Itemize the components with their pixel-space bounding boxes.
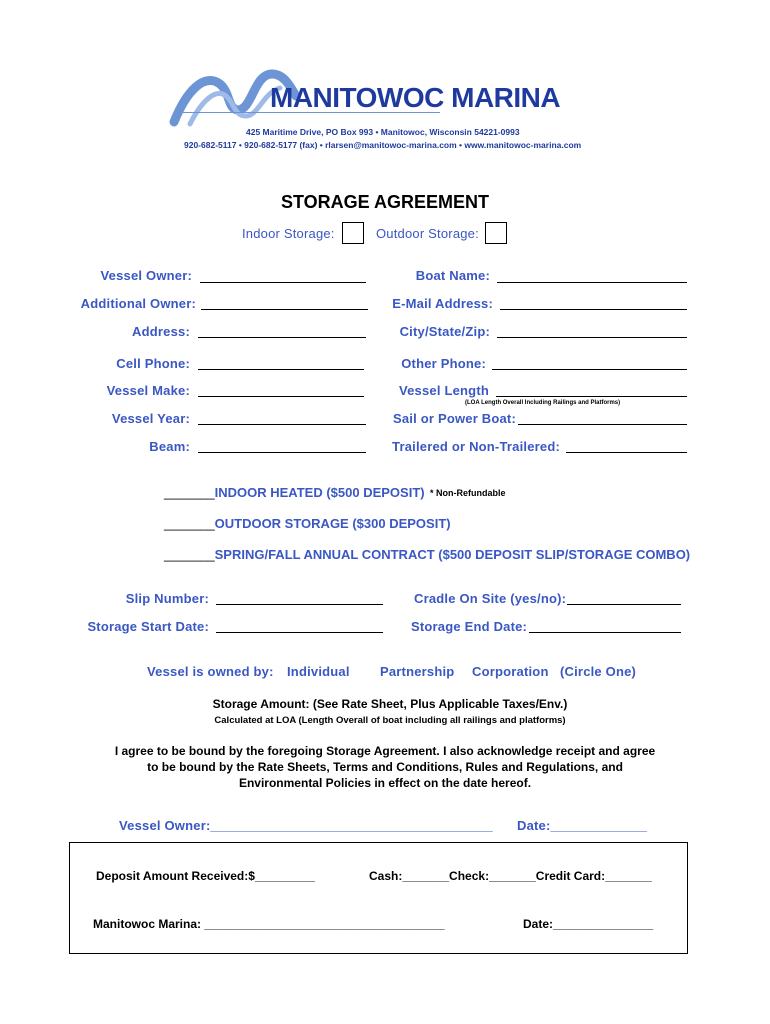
non-refundable-note: * Non-Refundable xyxy=(430,488,506,498)
vessel-length-label: Vessel Length xyxy=(398,383,489,398)
option-blank[interactable]: _______ xyxy=(164,485,215,500)
cradle-label: Cradle On Site (yes/no): xyxy=(414,591,567,606)
page-title: STORAGE AGREEMENT xyxy=(280,192,490,212)
city-state-zip-label: City/State/Zip: xyxy=(399,324,490,339)
circle-one-note: (Circle One) xyxy=(560,664,637,679)
agreement-line-1: I agree to be bound by the foregoing Storage Agreement. I also acknowledge receipt and agree xyxy=(114,744,656,758)
additional-owner-field[interactable] xyxy=(201,309,368,310)
outdoor-storage-label: Outdoor Storage: xyxy=(376,226,479,241)
vessel-make-label: Vessel Make: xyxy=(106,383,190,398)
letterhead-address: 425 Maritime Drive, PO Box 993 • Manitowoc, Wisconsin 54221-0993 xyxy=(246,127,520,137)
beam-field[interactable] xyxy=(198,452,366,453)
additional-owner-label: Additional Owner: xyxy=(80,296,196,311)
cell-phone-field[interactable] xyxy=(198,369,364,370)
owner-partnership[interactable]: Partnership xyxy=(380,664,455,679)
loa-note: (LOA Length Overall Including Railings and Platforms) xyxy=(465,400,621,406)
agreement-line-2: to be bound by the Rate Sheets, Terms and Conditions, Rules and Regulations, and xyxy=(147,760,623,774)
deposit-amount-received[interactable]: Deposit Amount Received:$_________ xyxy=(96,869,315,883)
vessel-year-label: Vessel Year: xyxy=(111,411,190,426)
slip-number-label: Slip Number: xyxy=(125,591,209,606)
sail-or-power-label: Sail or Power Boat: xyxy=(393,411,516,426)
storage-amount-text: Storage Amount: (See Rate Sheet, Plus Applicable Taxes/Env.) xyxy=(212,697,568,711)
owner-corporation[interactable]: Corporation xyxy=(472,664,549,679)
logo-text: MANITOWOC MARINA xyxy=(270,82,561,113)
vessel-make-field[interactable] xyxy=(198,396,364,397)
option-blank[interactable]: _______ xyxy=(164,516,215,531)
storage-start-field[interactable] xyxy=(216,632,383,633)
address-field[interactable] xyxy=(198,337,366,338)
vessel-year-field[interactable] xyxy=(198,424,366,425)
signature-date[interactable]: Date:_____________ xyxy=(517,818,648,833)
beam-label: Beam: xyxy=(149,439,190,454)
option-outdoor-label: OUTDOOR STORAGE ($300 DEPOSIT) xyxy=(214,516,451,531)
cradle-field[interactable] xyxy=(567,604,681,605)
storage-end-field[interactable] xyxy=(529,632,681,633)
trailered-label: Trailered or Non-Trailered: xyxy=(392,439,560,454)
option-indoor-label: INDOOR HEATED ($500 DEPOSIT) xyxy=(214,485,425,500)
owned-by-label: Vessel is owned by: xyxy=(147,664,274,679)
indoor-storage-checkbox[interactable] xyxy=(342,222,364,244)
vessel-length-field[interactable] xyxy=(496,396,687,397)
option-blank[interactable]: _______ xyxy=(164,547,215,562)
email-label: E-Mail Address: xyxy=(392,296,493,311)
vessel-owner-signature[interactable]: Vessel Owner:______________________________________ xyxy=(119,818,493,833)
option-annual-label: SPRING/FALL ANNUAL CONTRACT ($500 DEPOSIT SLIP/STORAGE COMBO) xyxy=(214,547,691,562)
owner-individual[interactable]: Individual xyxy=(287,664,350,679)
office-use-box xyxy=(69,842,688,954)
email-field[interactable] xyxy=(500,309,687,310)
other-phone-label: Other Phone: xyxy=(401,356,486,371)
sail-or-power-field[interactable] xyxy=(518,424,687,425)
option-annual-contract[interactable] xyxy=(164,547,690,562)
boat-name-label: Boat Name: xyxy=(415,268,490,283)
vessel-owner-label: Vessel Owner: xyxy=(100,268,192,283)
outdoor-storage-checkbox[interactable] xyxy=(485,222,507,244)
payment-method[interactable]: Cash:_______Check:_______Credit Card:_______ xyxy=(369,869,652,883)
storage-start-label: Storage Start Date: xyxy=(87,619,209,634)
trailered-field[interactable] xyxy=(566,452,687,453)
boat-name-field[interactable] xyxy=(497,282,687,283)
marina-date[interactable]: Date:_______________ xyxy=(523,917,654,931)
letterhead-contact: 920-682-5117 • 920-682-5177 (fax) • rlarsen@manitowoc-marina.com • www.manitowoc-marina.com xyxy=(184,140,582,150)
option-outdoor-storage[interactable] xyxy=(164,516,451,531)
agreement-line-3: Environmental Policies in effect on the date hereof. xyxy=(238,776,532,790)
option-indoor-heated[interactable] xyxy=(164,485,425,500)
cell-phone-label: Cell Phone: xyxy=(116,356,190,371)
city-state-zip-field[interactable] xyxy=(497,337,687,338)
other-phone-field[interactable] xyxy=(492,369,687,370)
marina-signature[interactable]: Manitowoc Marina: ____________________________________ xyxy=(93,917,445,931)
storage-end-label: Storage End Date: xyxy=(411,619,528,634)
address-label: Address: xyxy=(132,324,190,339)
vessel-owner-field[interactable] xyxy=(200,282,366,283)
calculated-note: Calculated at LOA (Length Overall of boat including all railings and platforms) xyxy=(214,715,566,726)
slip-number-field[interactable] xyxy=(216,604,383,605)
indoor-storage-label: Indoor Storage: xyxy=(242,226,335,241)
